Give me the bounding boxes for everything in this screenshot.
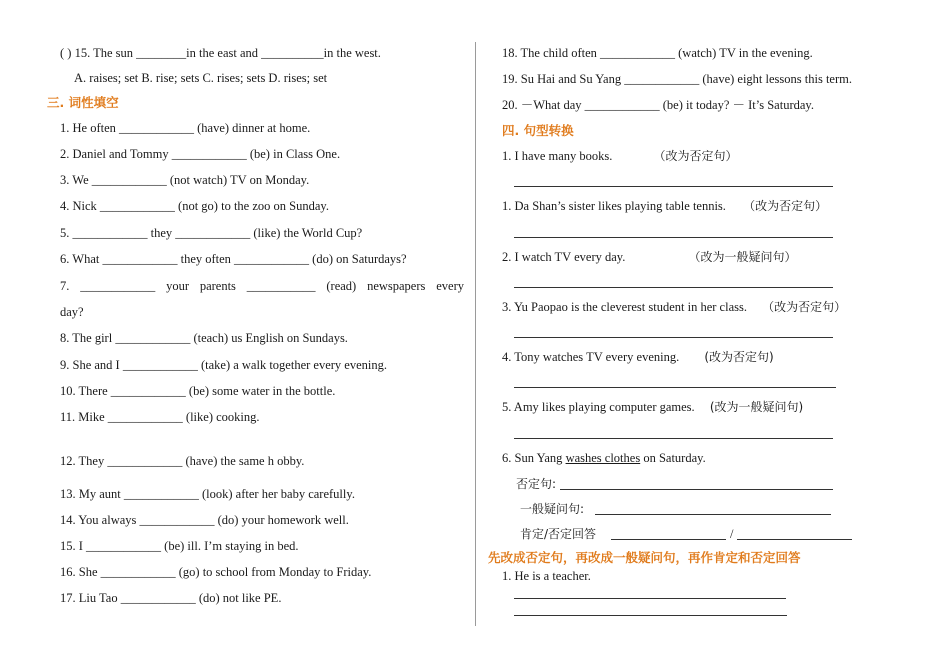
transform-sentence: 1. Da Shan’s sister likes playing table tennis. (502, 199, 726, 213)
negative-label: 否定句: (516, 477, 557, 491)
transform-instruction: (改为否定句) (704, 350, 774, 364)
section-4-title: 四. 句型转换 (502, 123, 574, 138)
fill-item-13: 13. My aunt ____________ (look) after her baby carefully. (60, 487, 355, 501)
fill-item-2: 2. Daniel and Tommy ____________ (be) in Class One. (60, 147, 341, 161)
fill-item-7-word: your (166, 279, 189, 293)
fill-item-10: 10. There ____________ (be) some water in the bottle. (60, 384, 336, 398)
fill-item-20: 20. －What day ____________ (be) it today? － It’s Saturday. (502, 98, 814, 112)
fill-item-4: 4. Nick ____________ (not go) to the zoo on Sunday. (60, 199, 329, 213)
transform-instruction: (改为一般疑问句) (709, 400, 804, 414)
answer-line (737, 539, 852, 540)
answer-separator: / (730, 527, 734, 541)
column-divider (475, 42, 476, 626)
section-3-title: 三. 词性填空 (47, 95, 119, 110)
fill-item-7-word: newspapers (367, 279, 426, 293)
fill-item-5: 5. ____________ they ____________ (like) the World Cup? (60, 226, 363, 240)
transform-item (502, 148, 738, 164)
fill-item-18: 18. The child often ____________ (watch) TV in the evening. (502, 46, 813, 60)
fill-item-19: 19. Su Hai and Su Yang ____________ (have) eight lessons this term. (502, 72, 852, 86)
transform-item (502, 299, 846, 315)
answer-line (514, 186, 833, 187)
fill-item-8: 8. The girl ____________ (teach) us English on Sundays. (60, 331, 348, 345)
fill-item-17: 17. Liu Tao ____________ (do) not like PE. (60, 591, 282, 605)
fill-item-7-word: parents (199, 279, 236, 293)
answer-line (514, 438, 833, 439)
answer-line (611, 539, 726, 540)
transform-item (502, 399, 803, 415)
answer-line (595, 514, 831, 515)
final-section-title: 先改成否定句，再改成一般疑问句，再作肯定和否定回答 (488, 550, 801, 565)
question-15: ( ) 15. The sun ________in the east and __________in the west. (60, 46, 381, 60)
fill-item-14: 14. You always ____________ (do) your homework well. (60, 513, 349, 527)
fill-item-1: 1. He often ____________ (have) dinner at home. (60, 121, 311, 135)
transform-item (502, 249, 796, 265)
transform-instruction: （改为否定句） (653, 149, 738, 163)
fill-item-7 (60, 278, 464, 294)
transform-sentence: 3. Yu Paopao is the cleverest student in her class. (502, 300, 747, 314)
fill-item-11: 11. Mike ____________ (like) cooking. (60, 410, 260, 424)
fill-item-7-word: ____________ (80, 279, 156, 293)
transform-sentence: 4. Tony watches TV every evening. (502, 350, 680, 364)
question-label: 一般疑问句: (520, 502, 585, 516)
fill-item-7-word: every (436, 279, 464, 293)
transform-instruction: （改为一般疑问句） (688, 250, 797, 264)
fill-item-9: 9. She and I ____________ (take) a walk together every evening. (60, 358, 387, 372)
question-15-options: A. raises; set B. rise; sets C. rises; sets D. rises; set (74, 71, 328, 85)
underlined-phrase: washes clothes (565, 451, 641, 465)
transform-sentence: 1. I have many books. (502, 149, 613, 163)
answer-line (514, 387, 836, 388)
fill-item-15: 15. I ____________ (be) ill. I’m staying in bed. (60, 539, 299, 553)
transform-sentence: 2. I watch TV every day. (502, 250, 626, 264)
fill-item-12: 12. They ____________ (have) the same h obby. (60, 454, 305, 468)
fill-item-6: 6. What ____________ they often ____________ (do) on Saturdays? (60, 252, 407, 266)
transform-instruction: （改为否定句） (762, 300, 847, 314)
fill-item-7-continuation: day? (60, 305, 84, 319)
answer-line (514, 337, 833, 338)
answer-line (514, 287, 833, 288)
transform-sentence: 6. Sun Yang (502, 451, 566, 465)
fill-item-7-word: 7. (60, 279, 70, 293)
answer-line (514, 615, 787, 616)
fill-item-7-word: (read) (326, 279, 357, 293)
transform-item (502, 198, 827, 214)
answer-line (514, 237, 833, 238)
transform-item-6 (502, 450, 706, 466)
transform-sentence: 5. Amy likes playing computer games. (502, 400, 695, 414)
answer-label: 肯定/否定回答 (520, 527, 597, 541)
final-item-1: 1. He is a teacher. (502, 569, 591, 583)
transform-sentence: on Saturday. (640, 451, 706, 465)
fill-item-16: 16. She ____________ (go) to school from Monday to Friday. (60, 565, 372, 579)
fill-item-3: 3. We ____________ (not watch) TV on Monday. (60, 173, 310, 187)
transform-item (502, 349, 774, 365)
answer-line (514, 598, 786, 599)
transform-instruction: （改为否定句） (743, 199, 828, 213)
answer-line (560, 489, 833, 490)
fill-item-7-word: ___________ (246, 279, 316, 293)
